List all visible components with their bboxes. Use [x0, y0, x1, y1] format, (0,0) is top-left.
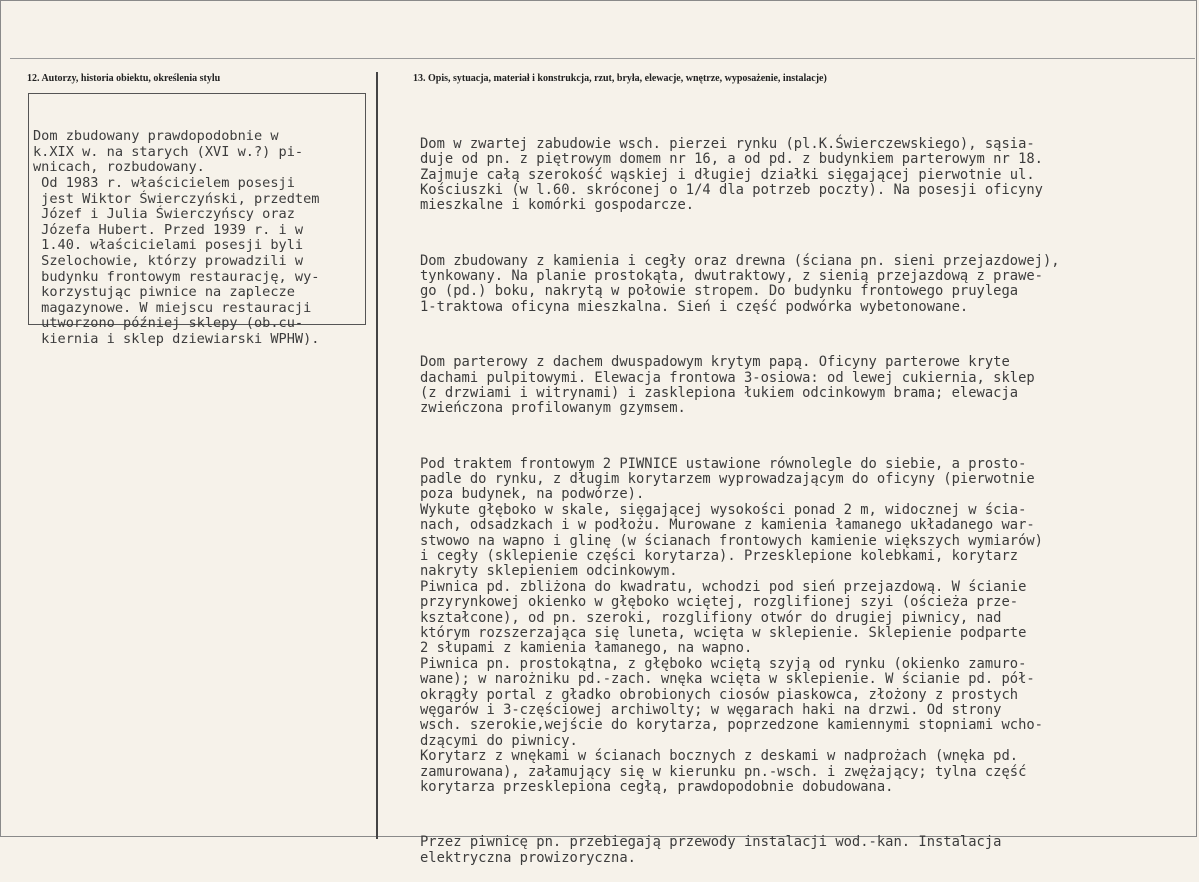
- description-paragraph-location: Dom w zwartej zabudowie wsch. pierzei rynku (pl.K.Świerczewskiego), sąsia- duje od pn. z piętrowym domem nr 16, a od pd. z budynkiem parterowym nr 18. Zajmuje całą szerokość wąskiej i długiej działki sięgającej pierwotnie ul. Kościuszki (w l.60. skróconej o 1/4 dla potrzeb poczty). Na posesji oficyny mieszkalne i komórki gospodarcze.: [420, 135, 1043, 214]
- section-13-heading: 13. Opis, sytuacja, materiał i konstrukcja, rzut, bryła, elewacje, wnętrze, wyposażenie, instalacje): [413, 73, 827, 84]
- top-rule: [10, 58, 1195, 59]
- section-12-heading: 12. Autorzy, historia obiektu, określenia stylu: [27, 73, 221, 84]
- column-divider: [376, 72, 378, 839]
- description-paragraph-roof-elevation: Dom parterowy z dachem dwuspadowym krytym papą. Oficyny parterowe kryte dachami pulpitowymi. Elewacja frontowa 3-osiowa: od lewej cukiernia, sklep (z drzwiami i witrynami) i zasklepiona łukiem odcinkowym brama; elewacja zwieńczona profilowanym gzymsem.: [420, 354, 1035, 417]
- history-paragraph: Dom zbudowany prawdopodobnie w k.XIX w. na starych (XVI w.?) pi- wnicach, rozbudowany. Od 1983 r. właścicielem posesji jest Wiktor Świerczyński, przedtem Józef i Julia Świerczyńscy oraz Józefa Hubert. Przed 1939 r. i w 1.40. właścicielami posesji byli Szelochowie, którzy prowadzili w budynku frontowym restaurację, wy- korzystując piwnice na zaplecze magazynowe. W miejscu restauracji utworzono później sklepy (ob.cu- kiernia i sklep dziewiarski WPHW).: [33, 128, 320, 347]
- description-paragraph-construction: Dom zbudowany z kamienia i cegły oraz drewna (ściana pn. sieni przejazdowej), tynkowany. Na planie prostokąta, dwutraktowy, z sienią przejazdową z prawe- go (pd.) boku, nakrytą w połowie stropem. Do budynku frontowego pruylega 1-traktowa oficyna mieszkalna. Sień i część podwórka wybetonowane.: [420, 252, 1060, 315]
- description-paragraph-cellars: Pod traktem frontowym 2 PIWNICE ustawione równolegle do siebie, a prosto- padle do rynku, z długim korytarzem wyprowadzającym do oficyny (pierwotnie poza budynek, na podwórze). Wykute głęboko w skale, sięgającej wysokości ponad 2 m, widocznej w ścia- nach, odsadzkach i w podłożu. Murowane z kamienia łamanego układanego war- stwowo na wapno i glinę (w ścianach frontowych kamienie większych wymiarów) i cegły (sklepienie części korytarza). Przesklepione kolebkami, korytarz nakryty sklepieniem odcinkowym. Piwnica pd. zbliżona do kwadratu, wchodzi pod sień przejazdową. W ścianie przyrynkowej okienko w głęboko wciętej, rozglifionej szyi (ościeża prze- kształcone), od pn. szeroki, rozglifiony otwór do drugiej piwnicy, nad którym rozszerzająca się luneta, wcięta w sklepienie. Sklepienie podparte 2 słupami z kamienia łamanego, na wapno. Piwnica pn. prostokątna, z głęboko wciętą szyją od rynku (okienko zamuro- wane); w narożniku pd.-zach. wnęka wcięta w sklepienie. W ścianie pd. pół- okrągły portal z gładko obrobionych ciosów piaskowca, złożony z prostych węgarów i 3-częściowej archiwolty; w węgarach haki na drzwi. Od strony wsch. szerokie,wejście do korytarza, poprzedzone kamiennymi stopniami wcho- dzącymi do piwnicy. Korytarz z wnękami w ścianach bocznych z deskami w nadprożach (wnęka pd. zamurowana), załamujący się w kierunku pn.-wsch. i zwężający; tylna część korytarza przesklepiona cegłą, prawdopodobnie dobudowana.: [420, 455, 1043, 796]
- description-text: [420, 106, 1060, 882]
- history-text: [33, 98, 319, 363]
- description-paragraph-installations: Przez piwnicę pn. przebiegają przewody instalacji wod.-kan. Instalacja elektryczna prowizoryczna.: [420, 834, 1002, 866]
